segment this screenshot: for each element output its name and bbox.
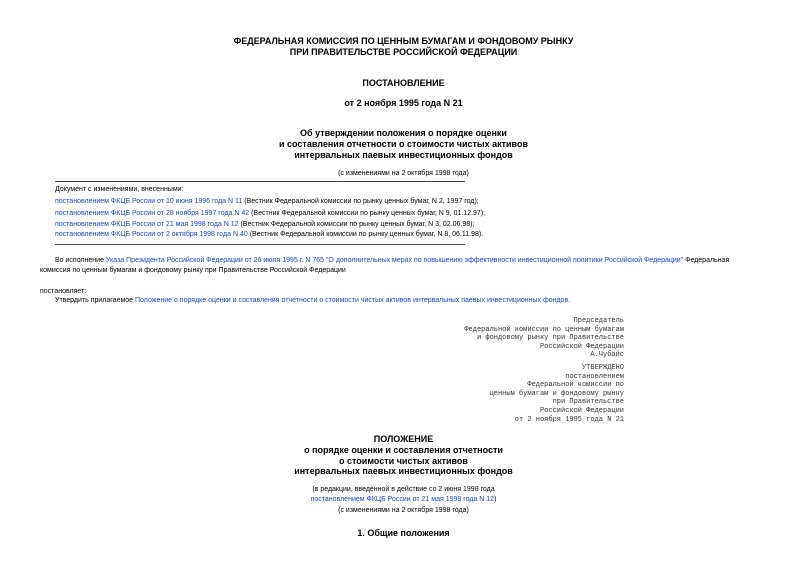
regulation-subtitle-line2: о стоимости чистых активов: [339, 456, 468, 466]
org-name-line2: ПРИ ПРАВИТЕЛЬСТВЕ РОССИЙСКОЙ ФЕДЕРАЦИИ: [289, 47, 518, 57]
doc-title-line3: интервальных паевых инвестиционных фондов: [294, 150, 513, 160]
amendment-item: постановлением ФКЦБ России от 2 октября 1998 года N 40 (Вестник Федеральной комиссии по рынку ценных бумаг, N 8, 06.11.98).: [55, 231, 484, 238]
amendments-intro: Документ с изменениями, внесенными:: [55, 186, 184, 193]
amendment-link[interactable]: постановлением ФКЦБ России от 21 мая 1998 года N 12: [55, 221, 239, 228]
amendment-item: постановлением ФКЦБ России от 21 мая 1998 года N 12 (Вестник Федеральной комиссии по рынку ценных бумаг, N 3, 02.06.98);: [55, 221, 475, 228]
changes-note: (с изменениями на 2 октября 1998 года): [338, 170, 469, 177]
section-heading: 1. Общие положения: [357, 528, 450, 538]
amendment-item: постановлением ФКЦБ России от 28 ноября 1997 года N 42 (Вестник Федеральной комиссии по рынку ценных бумаг, N 9, 01.12.97);: [55, 210, 486, 217]
regulation-subtitle-line3: интервальных паевых инвестиционных фондов: [294, 466, 513, 476]
regulation-title: ПОЛОЖЕНИЕ: [373, 434, 434, 444]
doc-title-line2: и составления отчетности о стоимости чистых активов: [279, 139, 528, 149]
signature-block: Председатель Федеральной комиссии по ценным бумагам и фондовому рынку при Правительстве Российской Федерации А.Чубайс: [464, 317, 624, 360]
amendment-link[interactable]: постановлением ФКЦБ России от 10 июня 1996 года N 11: [55, 198, 243, 205]
preamble-line2: комиссия по ценным бумагам и фондовому рынку при Правительстве Российской Федерации: [40, 267, 346, 274]
edition-link[interactable]: постановлением ФКЦБ России от 21 мая 1998 года N 12: [310, 496, 495, 503]
amendment-item: постановлением ФКЦБ России от 10 июня 1996 года N 11 (Вестник Федеральной комиссии по рынку ценных бумаг, N 2, 1997 год);: [55, 198, 479, 205]
org-name-line1: ФЕДЕРАЛЬНАЯ КОМИССИЯ ПО ЦЕННЫМ БУМАГАМ И ФОНДОВОМУ РЫНКУ: [233, 36, 574, 46]
doc-title-line1: Об утверждении положения о порядке оценки: [300, 128, 507, 138]
amendment-link[interactable]: постановлением ФКЦБ России от 28 ноября 1997 года N 42: [55, 210, 250, 217]
divider-bottom: [55, 244, 465, 245]
doc-type: ПОСТАНОВЛЕНИЕ: [362, 78, 445, 88]
approved-block: УТВЕРЖДЕНО постановлением Федеральной комиссии по ценным бумагам и фондовому рынку при Правительстве Российской Федерации от 2 ноября 1995 года N 21: [489, 364, 624, 424]
amendment-link[interactable]: постановлением ФКЦБ России от 2 октября 1998 года N 40: [55, 231, 248, 238]
approve-paragraph: Утвердить прилагаемое Положение о порядке оценки и составления отчетности о стоимости чистых активов интервальных паевых инвестиционных фондов.: [55, 297, 571, 304]
regulation-changes-note: (с изменениями на 2 октября 1998 года): [338, 507, 469, 514]
regulation-link[interactable]: Положение о порядке оценки и составления отчетности о стоимости чистых активов интервальных паевых инвестиционных фондов: [135, 297, 569, 304]
edition-link-line: постановлением ФКЦБ России от 21 мая 1998 года N 12): [310, 496, 497, 503]
preamble-line1: Во исполнение Указа Президента Российской Федерации от 26 июля 1995 г. N 765 "О дополнительных мерах по повышению эффективности инвестиционной политики Российской Федерации" Федеральная: [55, 257, 730, 264]
divider-top: [55, 181, 465, 182]
regulation-subtitle-line1: о порядке оценки и составления отчетности: [304, 445, 503, 455]
doc-date: от 2 ноября 1995 года N 21: [344, 98, 463, 108]
decree-link[interactable]: Указа Президента Российской Федерации от 26 июля 1995 г. N 765 "О дополнительных мерах по повышению эффективности инвестиционной политики Российской Федерации": [105, 257, 684, 264]
resolves-text: постановляет:: [40, 288, 87, 295]
edition-note: (в редакции, введенной в действие со 2 июня 1998 года: [312, 486, 495, 493]
